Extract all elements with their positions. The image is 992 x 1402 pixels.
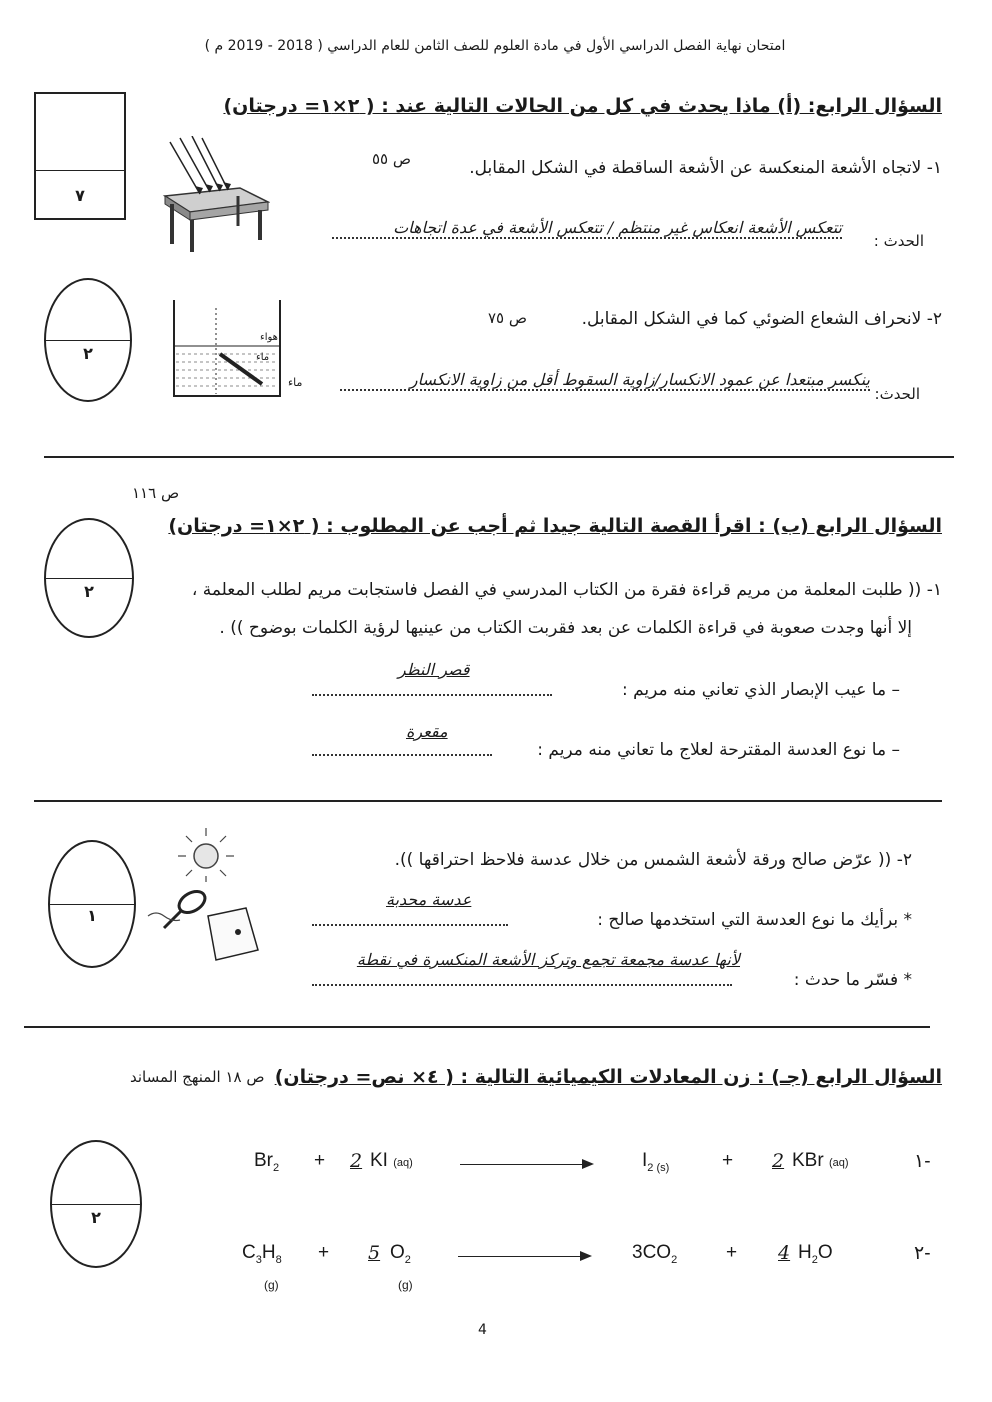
answer-a1: تتعكس الأشعة انعكاس غير منتظم / تتعكس الأشعة في عدة اتجاهات (332, 218, 842, 239)
divider-3 (24, 1026, 930, 1028)
eq1-p1-sub: 2 (s) (647, 1161, 670, 1174)
eq1-p2-state: (aq) (828, 1157, 849, 1169)
section-a-title: السؤال الرابع: (أ) ماذا يحدث في كل من الحالات التالية عند : ( ٢×١= درجتان) (223, 95, 942, 117)
eq2-plus-1: + (318, 1242, 330, 1263)
divider-2 (34, 800, 942, 802)
page-ref-a2: ص ٧٥ (488, 309, 528, 327)
sun-lens-paper-figure (146, 824, 266, 974)
page-number: 4 (478, 1322, 487, 1338)
eq1-arrow (460, 1164, 584, 1165)
eq2-p1a: 3CO (632, 1242, 672, 1263)
eq2-p2b: O (817, 1242, 833, 1263)
score-oval-b2 (48, 840, 136, 968)
answer-b2: مقعرة (406, 722, 448, 741)
section-c-note: ص ١٨ المنهج المساند (130, 1068, 265, 1086)
eq2-number: ٢- (914, 1243, 931, 1264)
figure-label-water: ماء (256, 352, 270, 363)
eq1-plus-2: + (722, 1150, 734, 1171)
eq2-arrowhead (580, 1251, 592, 1261)
eq2-r2-sub: 2 (404, 1253, 411, 1266)
question-a1: ١- لاتجاه الأشعة المنعكسة عن الأشعة الساقطة في الشكل المقابل. (469, 158, 942, 178)
answer-b1: قصر النظر (398, 660, 470, 679)
score-a2: ٢ (83, 344, 93, 363)
exam-header: امتحان نهاية الفصل الدراسي الأول في مادة العلوم للصف الثامن للعام الدراسي ( 2018 - 2019 م ) (204, 38, 786, 54)
answer-b3: عدسة محدبة (386, 890, 472, 909)
answer-line-b1 (312, 686, 552, 696)
score-b2: ١ (87, 906, 97, 925)
eq2-coef-2: 5 (368, 1242, 381, 1264)
eq1-r1-sub: 2 (273, 1161, 280, 1174)
rough-surface-reflection-figure (160, 136, 270, 256)
story-b-line1: ١- (( طلبت المعلمة من مريم قراءة فقرة من الكتاب المدرسي في الفصل فاستجابت مريم لطلب المعلمة ، (191, 580, 942, 600)
answer-line-b4 (312, 976, 732, 986)
question-b1: – ما عيب الإبصار الذي تعاني منه مريم : (621, 680, 900, 700)
score-b1: ٢ (84, 582, 94, 601)
eq2-coef-3: 4 (778, 1242, 791, 1264)
answer-line-b2 (312, 746, 492, 756)
eq2-r1b: H (261, 1242, 276, 1263)
question-b3: * برأيك ما نوع العدسة التي استخدمها صالح : (597, 910, 912, 930)
page-ref-a1: ص ٥٥ (372, 150, 412, 168)
eq2-r1a: C (242, 1242, 256, 1263)
eq1-number: ١- (914, 1151, 931, 1172)
score-box-a (34, 92, 126, 220)
eq1-p2: KBr (792, 1150, 824, 1171)
page-ref-b: ص ١١٦ (132, 484, 180, 502)
section-b-title: السؤال الرابع (ب) : اقرأ القصة التالية جيدا ثم أجب عن المطلوب : ( ٢×١= درجتان) (168, 515, 942, 537)
answer-label-a2: الحدث: (874, 385, 920, 403)
eq1-r1: Br (254, 1150, 273, 1171)
eq2-r1b-sub: 8 (275, 1253, 282, 1266)
eq2-plus-2: + (726, 1242, 738, 1263)
eq1-coef-2: 2 (350, 1150, 363, 1172)
eq2-state-2: (g) (398, 1278, 413, 1292)
answer-label-a1: الحدث : (873, 232, 924, 250)
question-a2: ٢- لانحراف الشعاع الضوئي كما في الشكل المقابل. (581, 309, 942, 329)
answer-b4: لأنها عدسة مجمعة تجمع وتركز الأشعة المنكسرة في نقطة (356, 950, 740, 969)
eq2-r2: O (390, 1242, 405, 1263)
figure-label-air: هواء (260, 332, 278, 343)
eq1-p1: I (642, 1150, 648, 1171)
eq2-state-1: (g) (264, 1278, 279, 1292)
eq2-p1a-sub: 2 (671, 1253, 678, 1266)
answer-a2: ينكسر مبتعدا عن عمود الانكسار/زاوية السقوط أقل من زاوية الانكسار (340, 370, 870, 391)
beaker-refraction-figure (172, 298, 284, 400)
eq1-plus-1: + (314, 1150, 326, 1171)
question-b2: – ما نوع العدسة المقترحة لعلاج ما تعاني منه مريم : (537, 740, 900, 760)
score-oval-a2 (44, 278, 132, 402)
divider-1 (44, 456, 954, 458)
question-b4: * فسّر ما حدث : (793, 970, 912, 990)
story-b2: ٢- (( عرّض صالح ورقة لأشعة الشمس من خلال عدسة فلاحظ احتراقها )). (394, 850, 912, 870)
equation-1 (0, 1150, 992, 1180)
score-oval-b1 (44, 518, 134, 638)
figure-label-side: ماء (288, 376, 303, 389)
eq2-arrow (458, 1256, 582, 1257)
eq2-r1a-sub: 3 (255, 1253, 262, 1266)
eq2-p2a: H (798, 1242, 812, 1263)
eq1-arrowhead (582, 1159, 594, 1169)
score-c: ٢ (91, 1208, 101, 1227)
eq1-coef-3: 2 (772, 1150, 785, 1172)
story-b-line2: إلا أنها وجدت صعوبة في قراءة الكلمات عن بعد فقربت الكتاب من عينيها لرؤية الكلمات بوضوح )) . (219, 618, 912, 638)
answer-line-b3 (312, 916, 508, 926)
eq2-p2a-sub: 2 (811, 1253, 818, 1266)
eq1-r2-state: (aq) (393, 1157, 413, 1169)
section-c-title: السؤال الرابع (جـ) : زن المعادلات الكيميائية التالية : ( ٤× نص= درجتان) (274, 1066, 942, 1088)
equation-2 (0, 1242, 992, 1302)
eq1-r2: KI (370, 1150, 388, 1171)
score-a: ٧ (75, 186, 85, 205)
